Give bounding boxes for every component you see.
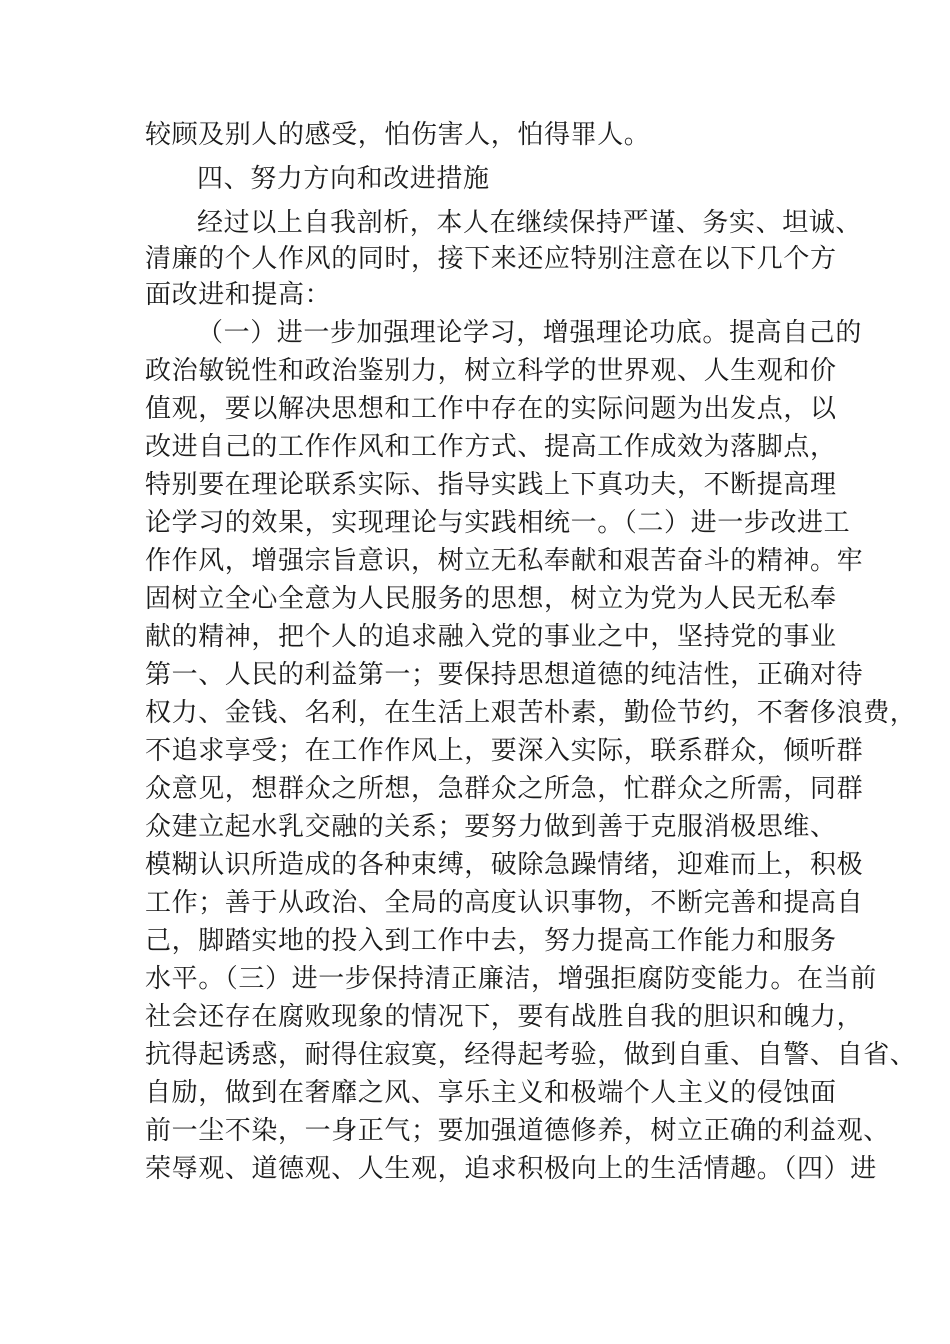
- text-line: 第一、人民的利益第一；要保持思想道德的纯洁性，正确对待: [145, 660, 864, 690]
- text-line: 众建立起水乳交融的关系；要努力做到善于克服消极思维、: [145, 812, 837, 842]
- text-line: 水平。（三）进一步保持清正廉洁，增强拒腐防变能力。在当前: [145, 964, 877, 994]
- text-line: 权力、金钱、名利，在生活上艰苦朴素，勤俭节约，不奢侈浪费，: [145, 698, 917, 728]
- text-line: 经过以上自我剖析，本人在继续保持严谨、务实、坦诚、: [197, 208, 863, 238]
- text-line: 自励，做到在奢靡之风、享乐主义和极端个人主义的侵蚀面: [145, 1078, 837, 1108]
- text-line: 模糊认识所造成的各种束缚，破除急躁情绪，迎难而上，积极: [145, 850, 864, 880]
- text-line: 献的精神，把个人的追求融入党的事业之中，坚持党的事业: [145, 622, 837, 652]
- section-heading: 四、努力方向和改进措施: [197, 164, 490, 194]
- text-line: 清廉的个人作风的同时，接下来还应特别注意在以下几个方: [145, 244, 837, 274]
- text-line: 政治敏锐性和政治鉴别力，树立科学的世界观、人生观和价: [145, 356, 837, 386]
- text-line: 特别要在理论联系实际、指导实践上下真功夫，不断提高理: [145, 470, 837, 500]
- text-line: 论学习的效果，实现理论与实践相统一。（二）进一步改进工: [145, 508, 851, 538]
- text-line: 工作；善于从政治、全局的高度认识事物，不断完善和提高自: [145, 888, 864, 918]
- text-line: 己，脚踏实地的投入到工作中去，努力提高工作能力和服务: [145, 926, 837, 956]
- text-line: 值观，要以解决思想和工作中存在的实际问题为出发点，以: [145, 394, 837, 424]
- text-line: 社会还存在腐败现象的情况下，要有战胜自我的胆识和魄力，: [145, 1002, 864, 1032]
- text-line: 改进自己的工作作风和工作方式、提高工作成效为落脚点，: [145, 432, 837, 462]
- text-line: 面改进和提高：: [145, 280, 332, 310]
- text-line: 前一尘不染，一身正气；要加强道德修养，树立正确的利益观、: [145, 1116, 890, 1146]
- text-line: 众意见，想群众之所想，急群众之所急，忙群众之所需，同群: [145, 774, 864, 804]
- text-line: 作作风，增强宗旨意识，树立无私奉献和艰苦奋斗的精神。牢: [145, 546, 864, 576]
- text-line: 较顾及别人的感受，怕伤害人，怕得罪人。: [145, 120, 651, 150]
- text-line: 固树立全心全意为人民服务的思想，树立为党为人民无私奉: [145, 584, 837, 614]
- text-line: 抗得起诱惑，耐得住寂寞，经得起考验，做到自重、自警、自省、: [145, 1040, 917, 1070]
- text-line: 不追求享受；在工作作风上，要深入实际，联系群众，倾听群: [145, 736, 864, 766]
- text-line: （一）进一步加强理论学习，增强理论功底。提高自己的: [197, 318, 863, 348]
- text-line: 荣辱观、道德观、人生观，追求积极向上的生活情趣。（四）进: [145, 1154, 877, 1184]
